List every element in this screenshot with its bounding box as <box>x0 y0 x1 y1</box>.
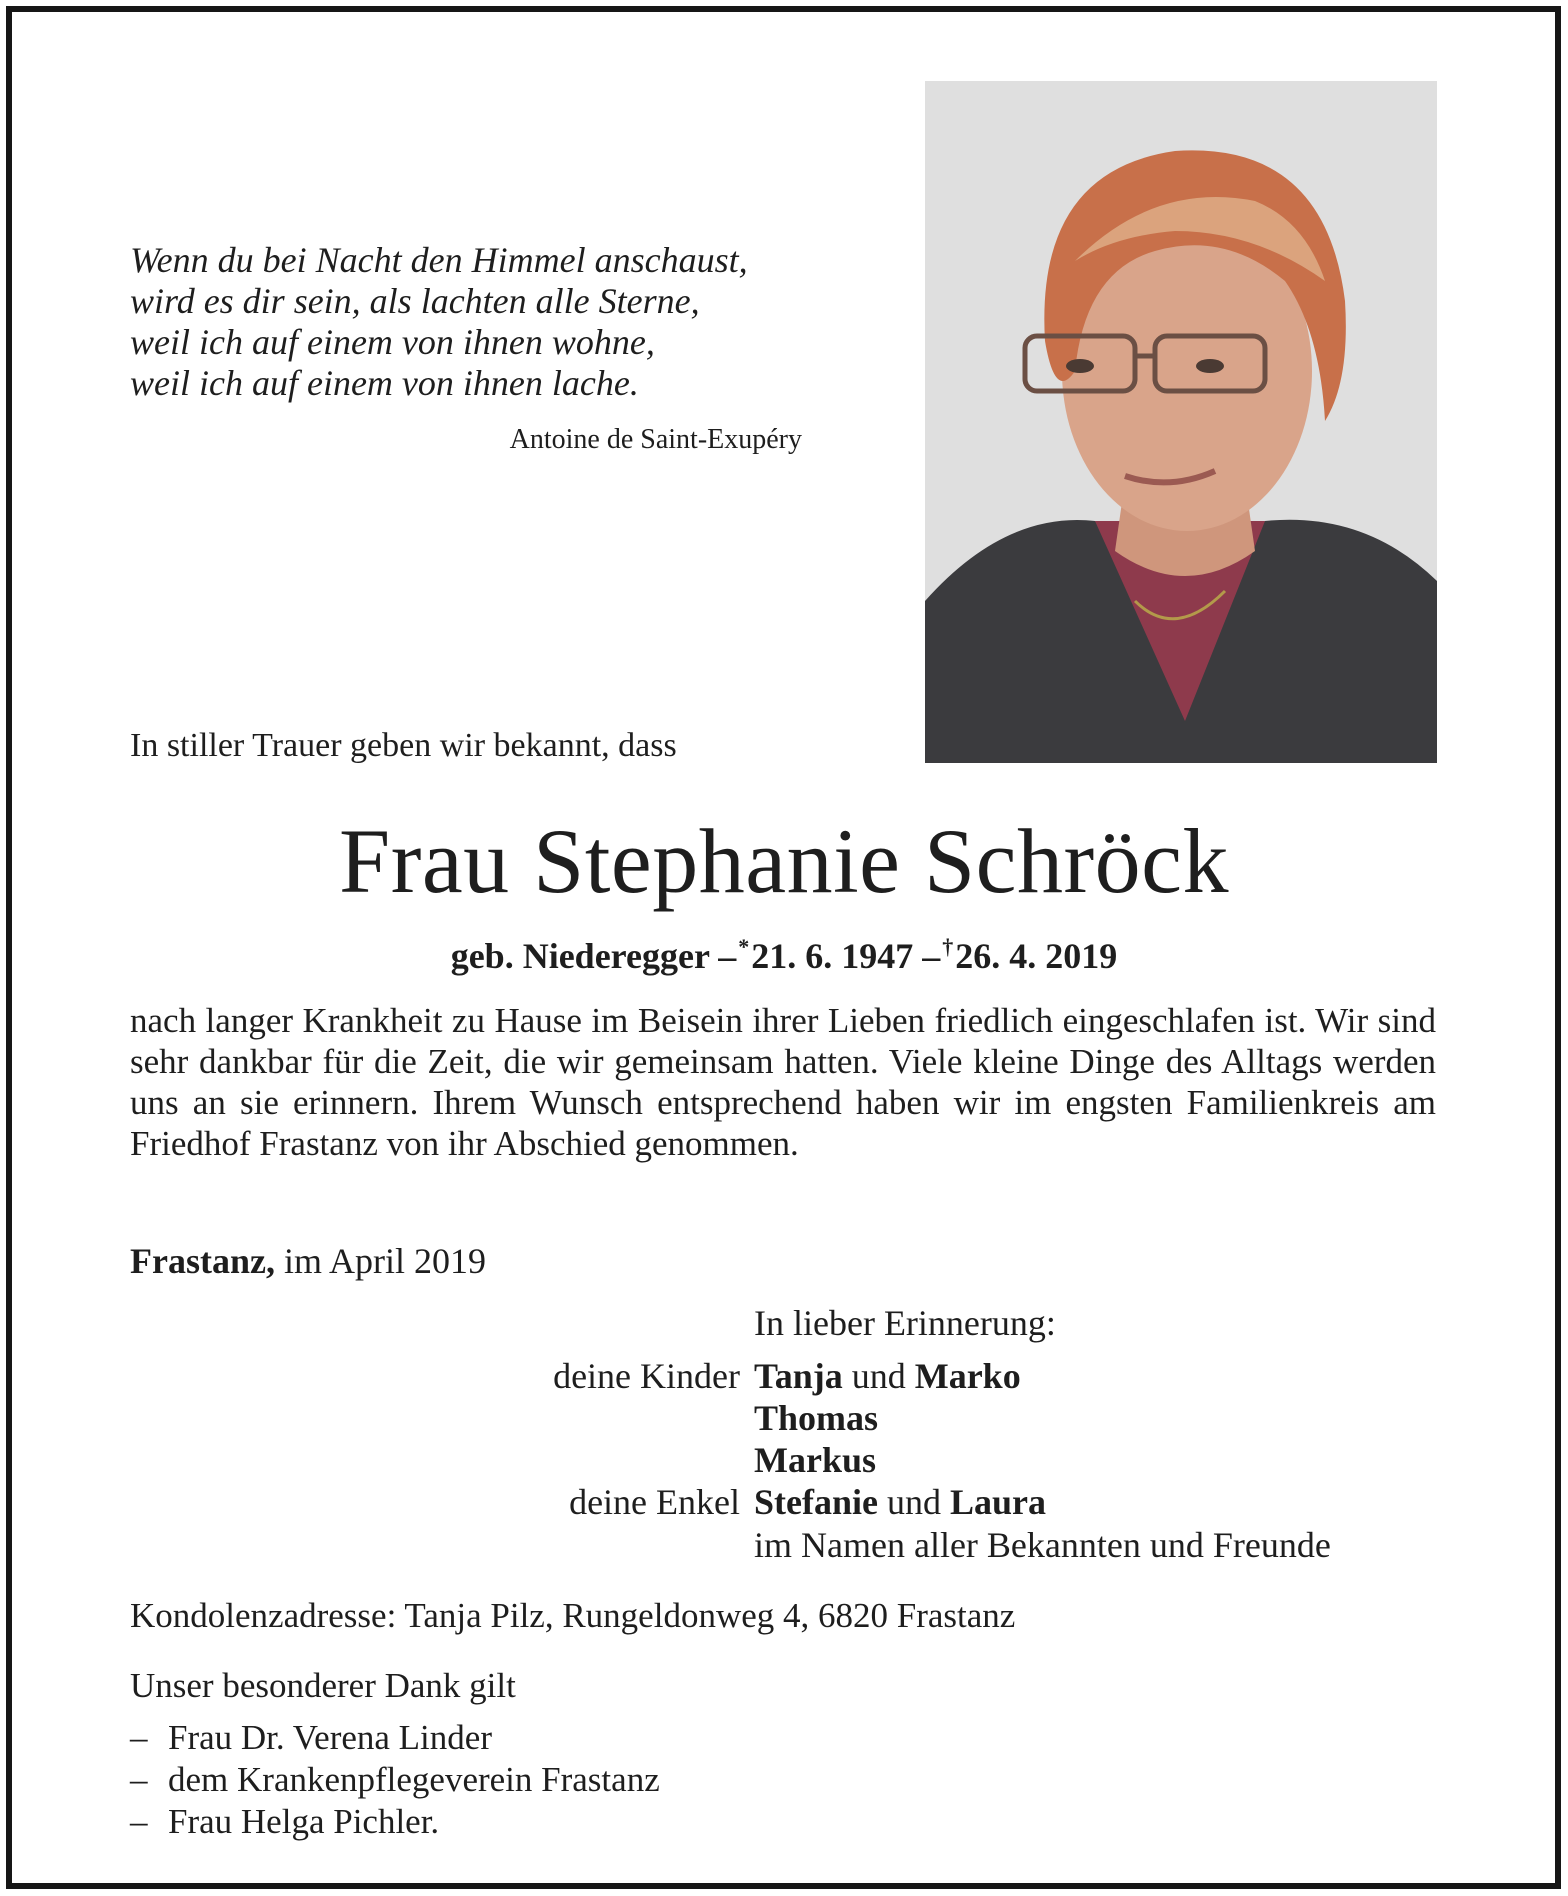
thanks-item <box>130 1718 492 1758</box>
death-date: 26. 4. 2019 <box>955 936 1118 976</box>
place-date <box>130 1240 486 1282</box>
quote-line: weil ich auf einem von ihnen lache. <box>130 363 639 403</box>
portrait-photo-icon <box>925 81 1437 763</box>
children-label: deine Kinder <box>553 1356 740 1396</box>
life-dates <box>0 934 1568 977</box>
thanks-item-text: Frau Dr. Verena Linder <box>168 1718 492 1757</box>
children-row-1 <box>754 1355 1021 1397</box>
child-name: Marko <box>914 1356 1021 1396</box>
family-closing: im Namen aller Bekannten und Freunde <box>754 1525 1331 1565</box>
quote-line: Wenn du bei Nacht den Himmel anschaust, <box>130 240 748 280</box>
grandchild-name: Laura <box>949 1482 1046 1522</box>
announcement-body: nach langer Krankheit zu Hause im Beisein ihrer Lieben friedlich eingeschlafen ist. Wir sind sehr dankbar für die Zeit, die wir gemeinsam hatten. Viele kleine Dinge des Alltags werden uns an sie erinnern. Ihrem Wunsch entsprechend haben wir im engsten Familienkreis am Friedhof Frastanz von ihr Abschied genommen. <box>130 1001 1436 1163</box>
thanks-item <box>130 1760 660 1800</box>
thanks-item-text: dem Krankenpflegeverein Frastanz <box>168 1760 660 1799</box>
quote-line: wird es dir sein, als lachten alle Sterne, <box>130 281 700 321</box>
thanks-item-text: Frau Helga Pichler. <box>168 1802 440 1841</box>
list-dash: – <box>130 1718 148 1757</box>
conjunction: und <box>886 1482 941 1522</box>
grandchildren-row <box>754 1481 1046 1523</box>
separator: – <box>718 936 737 976</box>
family-heading: In lieber Erinnerung: <box>754 1303 1056 1343</box>
conjunction: und <box>851 1356 906 1396</box>
children-row-2 <box>754 1397 878 1439</box>
deceased-name: Frau Stephanie Schröck <box>339 810 1229 912</box>
thanks-heading: Unser besonderer Dank gilt <box>130 1666 516 1705</box>
grandchild-name: Stefanie <box>754 1482 878 1522</box>
child-name: Tanja <box>754 1356 843 1396</box>
thanks-item <box>130 1802 439 1842</box>
announcement-intro: In stiller Trauer geben wir bekannt, dass <box>130 727 677 764</box>
list-dash: – <box>130 1802 148 1841</box>
portrait-photo <box>925 81 1437 763</box>
birth-name: geb. Niederegger <box>450 936 710 976</box>
child-name: Thomas <box>754 1398 879 1438</box>
separator: – <box>922 936 941 976</box>
quote-author: Antoine de Saint-Exupéry <box>509 424 802 455</box>
quote-line: weil ich auf einem von ihnen wohne, <box>130 322 655 362</box>
place-town: Frastanz, <box>130 1241 275 1281</box>
quote <box>130 240 748 404</box>
child-name: Markus <box>754 1440 877 1480</box>
death-symbol: † <box>942 934 954 959</box>
list-dash: – <box>130 1760 148 1799</box>
grandchildren-label: deine Enkel <box>569 1482 740 1522</box>
birth-symbol: * <box>738 934 750 959</box>
birth-date: 21. 6. 1947 <box>751 936 914 976</box>
children-row-3 <box>754 1439 876 1481</box>
place-month: im April 2019 <box>283 1241 486 1281</box>
condolence-address: Kondolenzadresse: Tanja Pilz, Rungeldonweg 4, 6820 Frastanz <box>130 1596 1016 1635</box>
